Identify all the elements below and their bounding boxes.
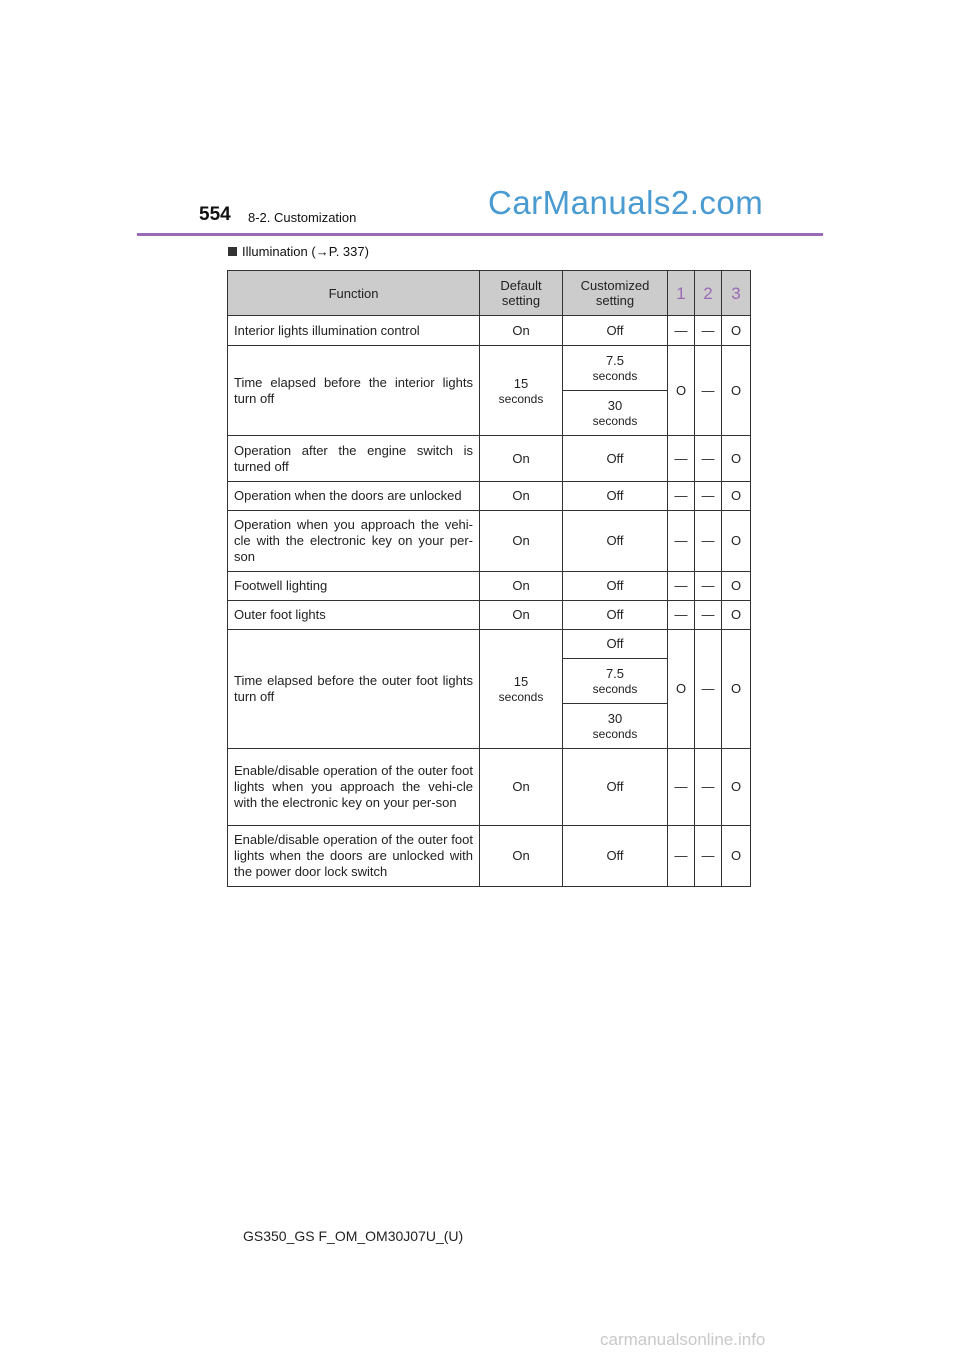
function-cell: Footwell lighting bbox=[228, 572, 480, 601]
custom-cell: Off bbox=[563, 826, 668, 887]
page-header bbox=[0, 0, 960, 259]
custom-cell: Off bbox=[563, 749, 668, 826]
page-number: 554 bbox=[199, 204, 231, 225]
custom-cell: Off bbox=[563, 572, 668, 601]
default-cell: On bbox=[480, 316, 563, 346]
col2-cell: — bbox=[695, 749, 722, 826]
table-row bbox=[228, 630, 751, 659]
custom-cell bbox=[563, 346, 668, 391]
col3-cell: O bbox=[722, 482, 751, 511]
col3-cell: O bbox=[722, 749, 751, 826]
col3-cell: O bbox=[722, 316, 751, 346]
custom-cell bbox=[563, 659, 668, 704]
function-cell: Enable/disable operation of the outer foot lights when you approach the vehi-cle with the electronic key on your per-son bbox=[228, 749, 480, 826]
table-row bbox=[228, 572, 751, 601]
default-cell: On bbox=[480, 749, 563, 826]
customization-table bbox=[227, 270, 751, 887]
custom-value: 7.5 bbox=[605, 666, 625, 681]
col1-cell: O bbox=[668, 346, 695, 436]
function-cell: Time elapsed before the outer foot lights turn off bbox=[228, 630, 480, 749]
default-unit: seconds bbox=[498, 391, 544, 406]
col2-cell: — bbox=[695, 630, 722, 749]
function-cell: Operation when you approach the vehi-cle with the electronic key on your per-son bbox=[228, 511, 480, 572]
custom-cell: Off bbox=[563, 436, 668, 482]
table-row bbox=[228, 346, 751, 391]
custom-cell: Off bbox=[563, 630, 668, 659]
table-row bbox=[228, 436, 751, 482]
default-cell bbox=[480, 630, 563, 749]
table-row bbox=[228, 511, 751, 572]
table-header-row bbox=[228, 271, 751, 316]
col3-cell: O bbox=[722, 826, 751, 887]
col2-cell: — bbox=[695, 601, 722, 630]
header-col-2: 2 bbox=[695, 271, 722, 316]
custom-value: 30 bbox=[607, 398, 623, 413]
col1-cell: — bbox=[668, 436, 695, 482]
custom-unit: seconds bbox=[592, 682, 638, 696]
col2-cell: — bbox=[695, 316, 722, 346]
default-value: 15 bbox=[513, 375, 529, 391]
col2-cell: — bbox=[695, 511, 722, 572]
default-value: 15 bbox=[513, 674, 529, 689]
subheading-text: Illumination (→P. 337) bbox=[242, 244, 369, 259]
col1-cell: — bbox=[668, 826, 695, 887]
custom-value: 7.5 bbox=[605, 353, 625, 368]
header-col-3: 3 bbox=[722, 271, 751, 316]
document-code: GS350_GS F_OM_OM30J07U_(U) bbox=[243, 1228, 464, 1244]
function-cell: Time elapsed before the interior lights turn off bbox=[228, 346, 480, 436]
bullet-square-icon bbox=[228, 247, 237, 256]
custom-cell bbox=[563, 391, 668, 436]
header-col-1: 1 bbox=[668, 271, 695, 316]
col2-cell: — bbox=[695, 572, 722, 601]
function-cell: Outer foot lights bbox=[228, 601, 480, 630]
col1-cell: — bbox=[668, 511, 695, 572]
subheading bbox=[228, 244, 369, 259]
custom-unit: seconds bbox=[592, 414, 638, 428]
table-row bbox=[228, 826, 751, 887]
default-cell: On bbox=[480, 826, 563, 887]
default-cell bbox=[480, 346, 563, 436]
col3-cell: O bbox=[722, 511, 751, 572]
custom-unit: seconds bbox=[592, 369, 638, 383]
col3-cell: O bbox=[722, 572, 751, 601]
watermark-logo[interactable]: CarManuals2.com bbox=[488, 184, 764, 221]
header-customized: Customized setting bbox=[563, 271, 668, 316]
header-default: Default setting bbox=[480, 271, 563, 316]
header-divider bbox=[137, 233, 823, 236]
function-cell: Operation when the doors are unlocked bbox=[228, 482, 480, 511]
table-row bbox=[228, 749, 751, 826]
col1-cell: — bbox=[668, 601, 695, 630]
custom-cell: Off bbox=[563, 511, 668, 572]
default-cell: On bbox=[480, 601, 563, 630]
default-cell: On bbox=[480, 436, 563, 482]
function-cell: Interior lights illumination control bbox=[228, 316, 480, 346]
function-cell: Enable/disable operation of the outer foot lights when the doors are unlocked with the power door lock switch bbox=[228, 826, 480, 887]
section-title: 8-2. Customization bbox=[248, 210, 357, 225]
table-row bbox=[228, 482, 751, 511]
default-unit: seconds bbox=[498, 690, 544, 704]
header-function: Function bbox=[228, 271, 480, 316]
col2-cell: — bbox=[695, 826, 722, 887]
col1-cell: — bbox=[668, 572, 695, 601]
col3-cell: O bbox=[722, 346, 751, 436]
custom-cell: Off bbox=[563, 482, 668, 511]
function-cell: Operation after the engine switch is turned off bbox=[228, 436, 480, 482]
custom-cell: Off bbox=[563, 601, 668, 630]
col2-cell: — bbox=[695, 482, 722, 511]
custom-cell bbox=[563, 704, 668, 749]
col2-cell: — bbox=[695, 436, 722, 482]
footer-watermark[interactable]: carmanualsonline.info bbox=[600, 1330, 766, 1349]
col3-cell: O bbox=[722, 601, 751, 630]
custom-cell: Off bbox=[563, 316, 668, 346]
table-row bbox=[228, 601, 751, 630]
default-cell: On bbox=[480, 511, 563, 572]
col1-cell: O bbox=[668, 630, 695, 749]
col1-cell: — bbox=[668, 316, 695, 346]
default-cell: On bbox=[480, 482, 563, 511]
col2-cell: — bbox=[695, 346, 722, 436]
custom-value: 30 bbox=[607, 711, 623, 726]
default-cell: On bbox=[480, 572, 563, 601]
col1-cell: — bbox=[668, 749, 695, 826]
custom-unit: seconds bbox=[592, 727, 638, 741]
col3-cell: O bbox=[722, 436, 751, 482]
col3-cell: O bbox=[722, 630, 751, 749]
col1-cell: — bbox=[668, 482, 695, 511]
table-row bbox=[228, 316, 751, 346]
